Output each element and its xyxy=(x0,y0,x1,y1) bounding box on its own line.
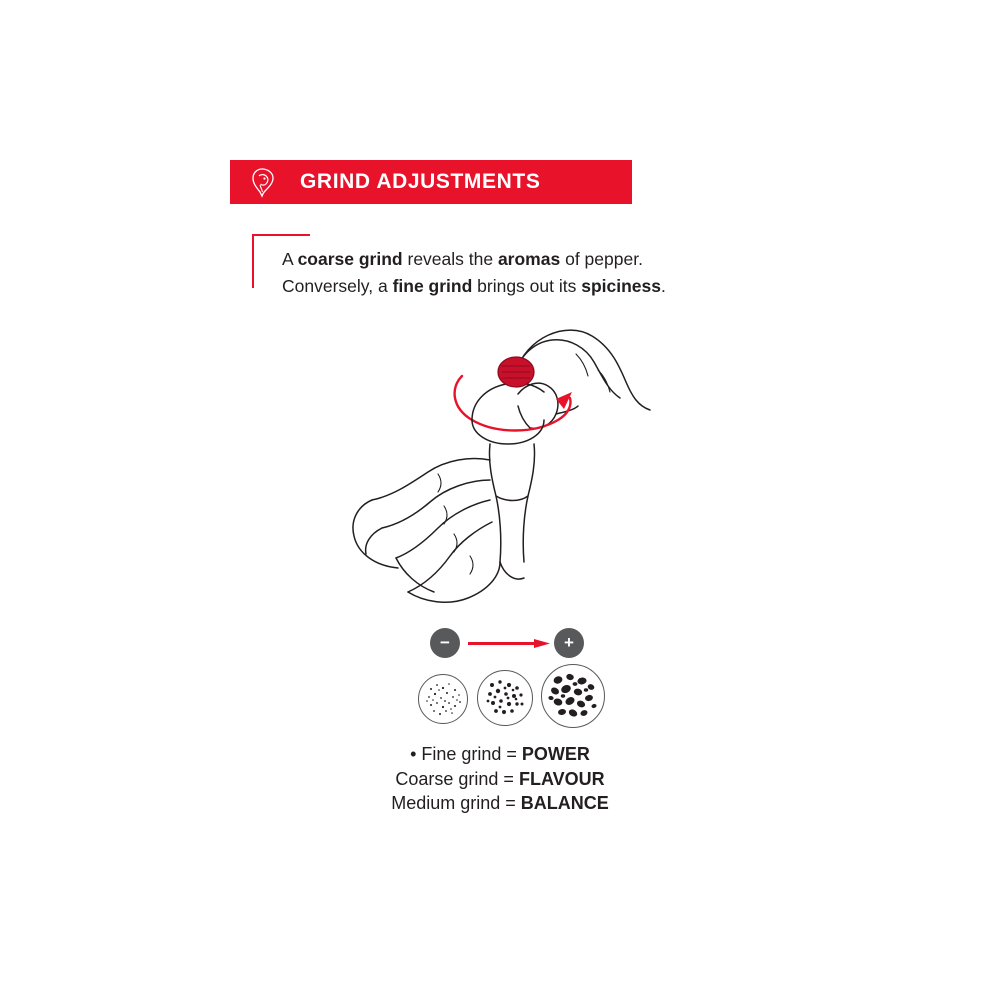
legend-fine-value: POWER xyxy=(521,744,590,764)
increase-grind-icon[interactable]: + xyxy=(554,628,584,658)
intro-l2-bold1: fine grind xyxy=(392,276,473,296)
intro-line-1 xyxy=(282,246,666,273)
coarse-grind-sample xyxy=(541,664,605,728)
intro-l1-bold2: aromas xyxy=(497,249,561,269)
intro-paragraph xyxy=(282,246,666,300)
legend-line-medium xyxy=(250,791,750,816)
fine-grind-sample xyxy=(418,674,468,724)
legend-line-coarse xyxy=(250,767,750,792)
grind-legend xyxy=(250,742,750,816)
decrease-grind-icon[interactable]: − xyxy=(430,628,460,658)
section-header-banner xyxy=(230,160,632,204)
intro-l2-mid: brings out its xyxy=(472,276,582,296)
intro-l2-bold2: spiciness xyxy=(581,276,662,296)
legend-line-fine xyxy=(250,742,750,767)
grind-direction-arrow-icon xyxy=(468,639,550,648)
legend-coarse-value: FLAVOUR xyxy=(518,768,605,789)
grind-sample-circles xyxy=(415,662,605,724)
intro-l1-bold1: coarse grind xyxy=(297,249,403,269)
intro-l2-post: . xyxy=(661,276,666,296)
legend-fine-label: • Fine grind = xyxy=(410,744,522,764)
hand-adjusting-pepper-mill-illustration xyxy=(320,310,700,630)
legend-medium-label: Medium grind = xyxy=(391,793,521,813)
medium-grind-sample xyxy=(477,670,533,726)
section-title: GRIND ADJUSTMENTS xyxy=(300,170,541,193)
intro-l1-mid: reveals the xyxy=(402,249,498,269)
legend-medium-value: BALANCE xyxy=(520,793,609,813)
peugeot-lion-icon xyxy=(248,166,278,198)
intro-l1-pre: A xyxy=(282,249,298,269)
grind-scale-row xyxy=(420,628,600,664)
legend-coarse-label: Coarse grind = xyxy=(395,768,519,789)
intro-line-2 xyxy=(282,273,666,300)
intro-l1-post: of pepper. xyxy=(560,249,643,269)
intro-l2-pre: Conversely, a xyxy=(282,276,393,296)
